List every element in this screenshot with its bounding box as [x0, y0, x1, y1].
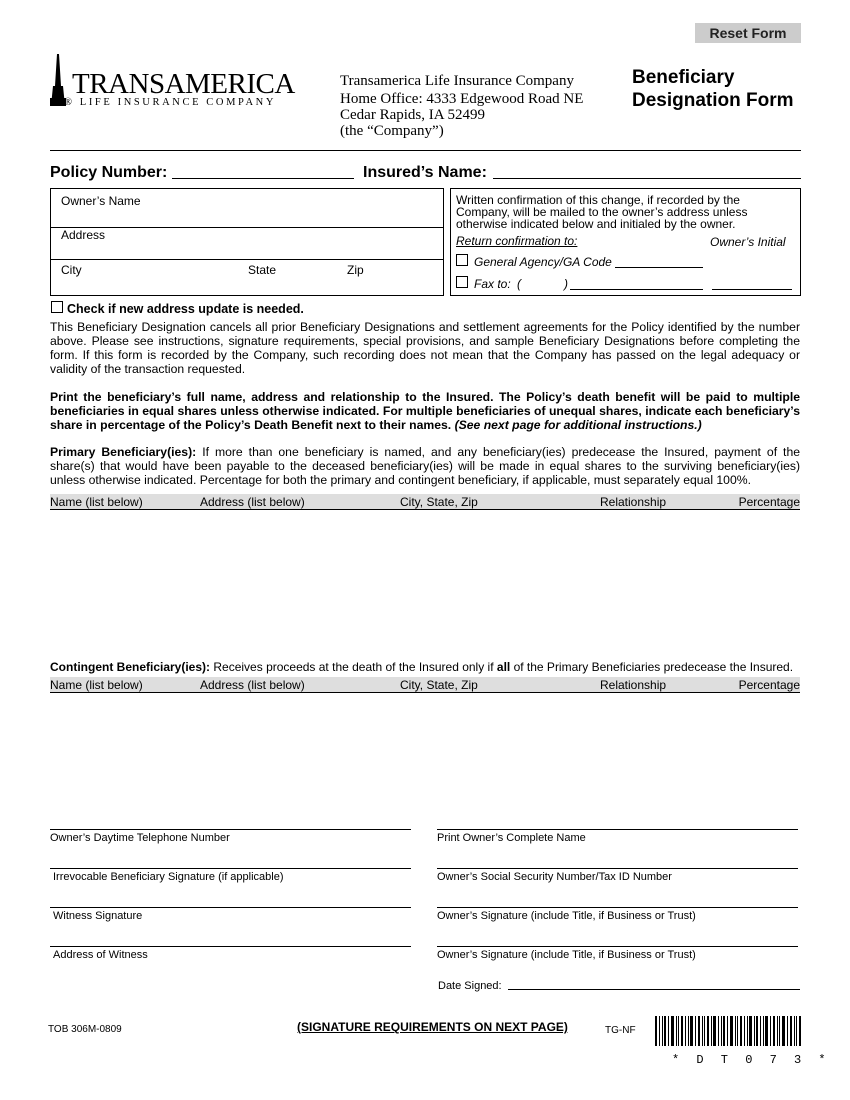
insured-name-label: Insured’s Name: — [363, 164, 487, 181]
owners-initial-label: Owner’s Initial — [710, 235, 786, 249]
tg-code: TG-NF — [605, 1025, 636, 1036]
witness-signature-line[interactable] — [50, 907, 411, 908]
form-title — [632, 66, 794, 112]
ga-code-field[interactable] — [615, 267, 703, 268]
owner-signature-label-2: Owner’s Signature (include Title, if Business or Trust) — [437, 949, 696, 961]
fax-paren-open: ( — [517, 277, 521, 291]
company-name: Transamerica Life Insurance Company — [340, 73, 574, 89]
owner-signature-line-1[interactable] — [437, 907, 798, 908]
company-alias: (the “Company”) — [340, 123, 444, 139]
col-name: Name (list below) — [50, 678, 143, 692]
owners-initial-field[interactable] — [712, 289, 792, 290]
logo-tagline: ® LIFE INSURANCE COMPANY — [64, 97, 277, 108]
see-next-page-note: (See next page for additional instructions.) — [454, 418, 702, 432]
owner-signature-line-2[interactable] — [437, 946, 798, 947]
col-relationship: Relationship — [600, 678, 667, 692]
date-signed-label: Date Signed: — [438, 980, 502, 992]
ga-code-label: General Agency/GA Code — [474, 255, 612, 269]
col-relationship: Relationship — [600, 495, 667, 509]
contingent-text-b: of the Primary Beneficiaries predecease the Insured. — [513, 660, 794, 674]
col-city-state-zip: City, State, Zip — [400, 678, 478, 692]
date-signed-line[interactable] — [508, 989, 800, 990]
company-city: Cedar Rapids, IA 52499 — [340, 107, 485, 123]
fax-label: Fax to: — [474, 277, 511, 291]
confirmation-text: Written confirmation of this change, if recorded by the Company, will be mailed to the owner’s address unless otherwise indicated below and initialed by the owner. — [456, 193, 748, 231]
fax-number-field[interactable] — [570, 289, 703, 290]
contingent-paragraph — [50, 660, 810, 674]
address-update-checkbox[interactable] — [51, 301, 63, 313]
intro-paragraph: This Beneficiary Designation cancels all prior Beneficiary Designations and settlement agreements for the Policy identified by the number above. Please see instructions, signature requirements, special provisions, and sample Beneficiary Designations before completing the form. If this form is recorded by the Company, such recording does not mean that the Company has passed on the legal adequacy or validity of the transaction requested. — [50, 320, 800, 376]
form-title-line1: Beneficiary — [632, 67, 735, 88]
col-percentage: Percentage — [738, 495, 800, 509]
address-field[interactable]: Address — [61, 228, 106, 242]
company-address: Home Office: 4333 Edgewood Road NE — [340, 91, 584, 107]
owner-name-field[interactable]: Owner’s Name — [61, 194, 141, 208]
owner-signature-label-1: Owner’s Signature (include Title, if Business or Trust) — [437, 910, 696, 922]
primary-column-header — [50, 494, 800, 510]
return-confirmation-label: Return confirmation to: — [456, 234, 578, 248]
contingent-text-a: Receives proceeds at the death of the Insured only if — [213, 660, 494, 674]
owner-ssn-line[interactable] — [437, 868, 798, 869]
witness-signature-label: Witness Signature — [53, 910, 143, 922]
contingent-column-header — [50, 677, 800, 693]
address-update-label: Check if new address update is needed. — [67, 302, 304, 316]
col-name: Name (list below) — [50, 495, 143, 509]
daytime-phone-line[interactable] — [50, 829, 411, 830]
primary-paragraph — [50, 445, 800, 487]
city-field[interactable]: City — [61, 263, 82, 277]
policy-number-field[interactable] — [172, 178, 354, 179]
witness-address-label: Address of Witness — [53, 949, 148, 961]
fax-paren-close: ) — [564, 277, 568, 291]
primary-label: Primary Beneficiary(ies): — [50, 445, 197, 459]
state-field[interactable]: State — [248, 263, 277, 277]
col-percentage: Percentage — [738, 678, 800, 692]
contingent-label: Contingent Beneficiary(ies): — [50, 660, 211, 674]
contingent-beneficiary-area[interactable] — [50, 695, 800, 815]
primary-beneficiary-area[interactable] — [50, 512, 800, 652]
daytime-phone-label: Owner’s Daytime Telephone Number — [50, 832, 230, 844]
print-owner-name-label: Print Owner’s Complete Name — [437, 832, 586, 844]
contingent-all: all — [496, 660, 511, 674]
primary-text: If more than one beneficiary is named, and any beneficiary(ies) predecease the Insured, payment of the share(s) that would have been payable to the deceased beneficiary(ies) will be made in equal shares to the surviving beneficiary(ies) unless otherwise indicated. Percentage for both the primary and contingent beneficiary, if applicable, must separately equal 100%. — [50, 445, 800, 487]
col-address: Address (list below) — [200, 495, 305, 509]
witness-address-line[interactable] — [50, 946, 411, 947]
form-code: TOB 306M-0809 — [48, 1024, 122, 1035]
ga-code-checkbox[interactable] — [456, 254, 468, 266]
barcode-icon — [655, 1016, 801, 1046]
col-city-state-zip: City, State, Zip — [400, 495, 478, 509]
header-divider — [50, 150, 801, 151]
fax-checkbox[interactable] — [456, 276, 468, 288]
print-owner-name-line[interactable] — [437, 829, 798, 830]
barcode-text: * D T 0 7 3 * — [672, 1053, 831, 1067]
reset-form-button[interactable]: Reset Form — [695, 23, 801, 43]
form-title-line2: Designation Form — [632, 90, 794, 111]
irrevocable-signature-line[interactable] — [50, 868, 411, 869]
zip-field[interactable]: Zip — [347, 263, 364, 277]
owner-ssn-label: Owner’s Social Security Number/Tax ID Number — [437, 871, 672, 883]
col-address: Address (list below) — [200, 678, 305, 692]
signature-requirements-note: (SIGNATURE REQUIREMENTS ON NEXT PAGE) — [297, 1020, 568, 1034]
insured-name-field[interactable] — [493, 178, 801, 179]
logo-name: TRANSAMERICA — [72, 68, 295, 100]
policy-number-label: Policy Number: — [50, 164, 168, 181]
print-instructions — [50, 390, 800, 432]
irrevocable-signature-label: Irrevocable Beneficiary Signature (if applicable) — [53, 871, 284, 883]
print-instructions-text: Print the beneficiary’s full name, address and relationship to the Insured. The Policy’s death benefit will be paid to multiple beneficiaries in equal shares unless otherwise indicated. For multiple beneficiaries of unequal shares, indicate each beneficiary’s share in percentage of the Policy’s Death Benefit next to their names. — [50, 390, 800, 432]
